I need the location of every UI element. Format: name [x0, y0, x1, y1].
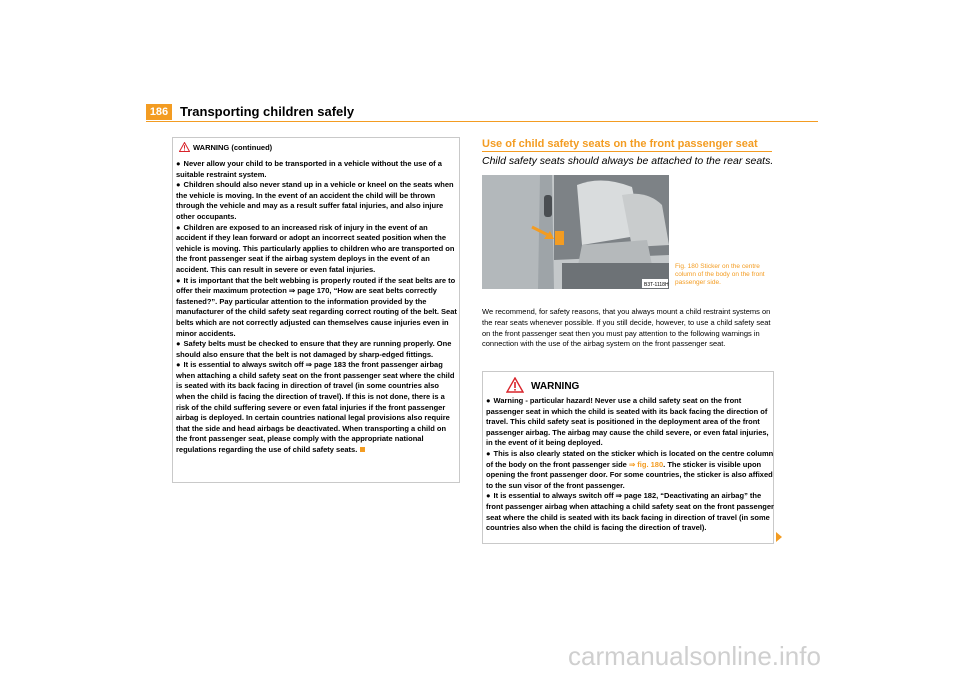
list-item-text: Warning - particular hazard! Never use a child safety seat on the front passenger seat in which the child is seated with its back facing the direction of travel. This child safety seat is positioned in the deployment area of the front passenger airbag. The airbag may cause the child severe, or even fatal injuries, in the event of it being deployed. [486, 396, 769, 448]
warning-box-continued [172, 137, 460, 483]
bullet-icon: ● [486, 491, 491, 501]
list-item-text: Never allow your child to be transported in a vehicle without the use of a suitable restraint system. [176, 159, 442, 179]
list-item [176, 159, 458, 180]
warning-box [482, 371, 774, 544]
list-item-text: It is important that the belt webbing is properly routed if the seat belts are to offer their maximum protection ⇒ page 170, “How are seat belts correctly fastened?”. Pay particular attention to the information provided by the manufacturer of the child safety seat regarding correct routing of the belt. Seat belts which are not correctly adjusted can themselves cause injuries even in minor accidents. [176, 275, 457, 338]
bullet-icon: ● [176, 275, 181, 285]
list-item-text: This is also clearly stated on the sticker which is located on the centre column of the body on the front passenger side [486, 448, 774, 469]
figure-code: B3T-1118H [644, 282, 669, 288]
warning-heading-text: WARNING (continued) [193, 143, 273, 152]
section-rule [482, 151, 772, 152]
list-item-text: Children should also never stand up in a vehicle or kneel on the seats when the vehicle is moving. In the event of an accident the child will be thrown through the vehicle and may as a result suffer fatal injuries, and also injure other occupants. [176, 180, 454, 221]
bullet-icon: ● [176, 222, 181, 232]
warning-triangle-icon [179, 142, 190, 152]
list-item-text: Children are exposed to an increased risk of injury in the event of an accident if they lean forward or adopt an incorrect seated position when the vehicle is moving. This particularly applies to children who are transported on the front passenger seat if the airbag system deploys in the event of an accident. This can result in severe or even fatal injuries. [176, 222, 455, 274]
header-rule [146, 121, 818, 122]
figure-caption: Fig. 180 Sticker on the centre column of the body on the front passenger side. [675, 263, 765, 286]
car-interior-illustration [482, 175, 669, 289]
list-item-text: . The sticker is visible upon opening the front passenger door. For some countries, the sticker is also affixed to the sun visor of the front passenger. [486, 459, 773, 490]
list-item [486, 396, 774, 449]
list-item [176, 180, 458, 222]
section-title: Use of child safety seats on the front passenger seat [482, 138, 758, 150]
bullet-icon: ● [486, 448, 491, 458]
bullet-icon: ● [486, 396, 491, 405]
list-item-text: It is essential to always switch off ⇒ page 182, “Deactivating an airbag” the front passenger airbag when attaching a child safety seat on the front passenger seat where the child is seated with its back facing in direction of travel (in some countries also when the child is facing the direction of travel). [486, 491, 774, 533]
list-item [176, 223, 458, 276]
warning-list [176, 159, 458, 456]
list-item [176, 276, 458, 340]
list-item [176, 339, 458, 360]
body-paragraph: We recommend, for safety reasons, that you always mount a child restraint systems on the rear seats whenever possible. If you still decide, however, to use a child safety seat on the front passenger seat then you must pay attention to the following warnings in connection with the use of the airbag system on the front passenger seat. [482, 307, 771, 349]
bullet-icon: ● [176, 339, 181, 349]
list-item [486, 449, 774, 491]
figure-reference-link[interactable]: ⇒ fig. 180 [628, 459, 664, 469]
figure-car-door-sticker [482, 175, 669, 289]
bullet-icon: ● [176, 360, 181, 370]
watermark: carmanualsonline.info [568, 641, 821, 671]
continue-arrow-icon [776, 532, 782, 542]
bullet-icon: ● [176, 180, 181, 190]
end-square-icon [360, 447, 365, 452]
list-item [176, 360, 458, 455]
running-head: Transporting children safely [180, 104, 355, 119]
section-subtitle: Child safety seats should always be attached to the rear seats. [482, 155, 774, 167]
warning-heading-text: WARNING [531, 381, 580, 392]
list-item-text: Safety belts must be checked to ensure that they are running properly. One should also ensure that the belt is not damaged by sharp-edged fittings. [176, 339, 452, 359]
warning-list [486, 396, 774, 534]
warning-heading [179, 142, 272, 153]
page-number: 186 [146, 104, 172, 120]
bullet-icon: ● [176, 159, 181, 168]
warning-triangle-icon [506, 377, 524, 393]
list-item [486, 491, 774, 533]
list-item-text: It is essential to always switch off ⇒ page 183 the front passenger airbag when attaching a child safety seat on the front passenger seat where the child is seated with its back facing in direction of travel (in some countries also when the child is facing the direction of travel). If this is not done, there is a risk of the child suffering severe or even fatal injuries if the front passenger airbag is deployed. In certain countries national legal provisions also require that the side and head airbags be deactivated. When transporting a child on the front passenger seat, please comply with the appropriate national regulations regarding the use of child safety seats. [176, 360, 455, 455]
